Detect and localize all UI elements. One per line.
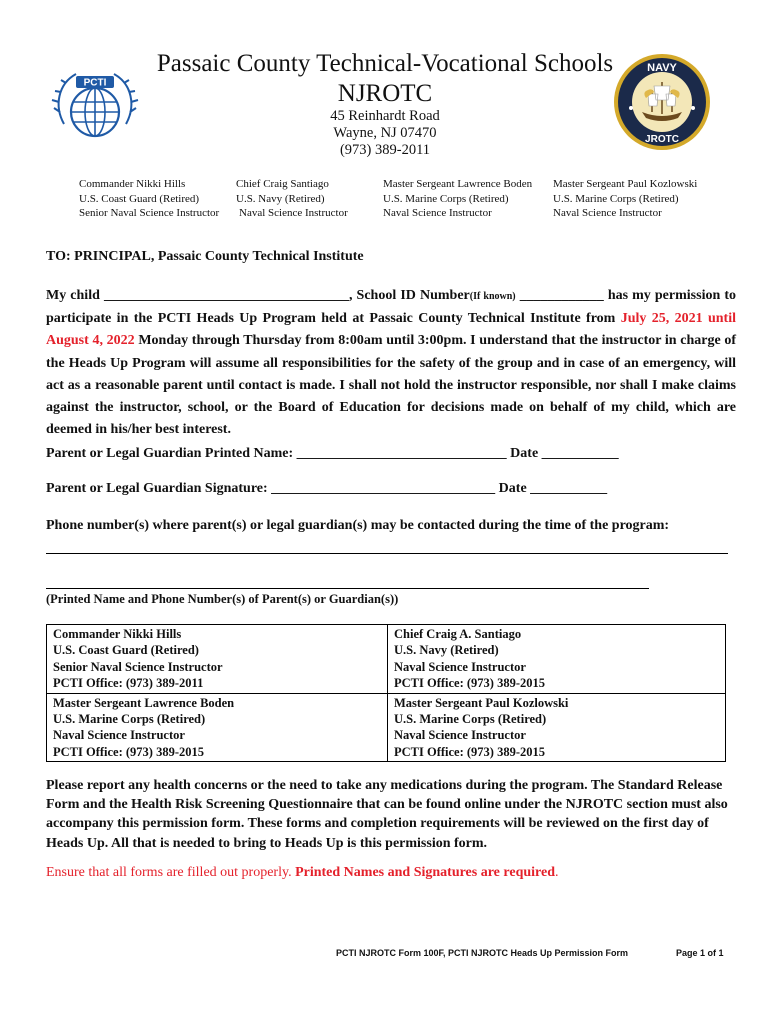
phone-entry-line[interactable] (46, 553, 728, 554)
contact-branch: U.S. Navy (Retired) (394, 643, 499, 658)
contact-role: Naval Science Instructor (394, 659, 526, 674)
table-row (47, 625, 726, 694)
contact-cell (47, 625, 388, 694)
staff-branch: U.S. Coast Guard (Retired) (79, 192, 200, 205)
contact-phone: PCTI Office: (973) 389-2011 (53, 676, 204, 691)
health-note: Please report any health concerns or the need to take any medications during the program. The Standard Release Form and the Health Risk Screening Questionnaire that can be found online under the NJROTC section must also accompany this permission form. These forms and completion requirements will be reviewed on the first day of Heads Up. All that is needed to bring to Heads Up is this permission form. (46, 778, 728, 851)
page-title: Passaic County Technical-Vocational Schools (156, 50, 614, 77)
contact-branch: U.S. Marine Corps (Retired) (394, 712, 547, 727)
seal-top-text: NAVY (647, 62, 677, 74)
pcti-logo-text: PCTI (83, 77, 107, 89)
table-row (47, 693, 726, 762)
staff-role: Naval Science Instructor (553, 207, 662, 219)
staff-branch: U.S. Navy (Retired) (236, 192, 325, 205)
staff-name: Chief Craig Santiago (236, 178, 329, 190)
if-known-note: (If known) (469, 291, 516, 302)
ensure-note (46, 865, 559, 881)
staff-branch: U.S. Marine Corps (Retired) (383, 192, 509, 205)
contact-branch: U.S. Marine Corps (Retired) (53, 712, 206, 727)
contact-cell (47, 693, 388, 762)
child-name-field[interactable]: My child ___________________________________, School ID Number (46, 288, 470, 303)
program-dates: July 25, 2021 until August 4, 2022 (46, 311, 736, 349)
permission-text: ____________ has my permission to participate in the PCTI Heads Up Program held at Passaic County Technical Institute from (46, 288, 736, 327)
contact-role: Naval Science Instructor (53, 728, 185, 743)
contact-name: Commander Nikki Hills (53, 627, 182, 641)
footer-page-number: Page 1 of 1 (676, 948, 724, 958)
staff-block (383, 177, 532, 221)
contact-role: Naval Science Instructor (394, 728, 526, 743)
contact-table (46, 624, 726, 762)
staff-block (236, 177, 348, 221)
contact-role: Senior Naval Science Instructor (53, 659, 223, 674)
contact-cell (388, 693, 726, 762)
contact-phone: PCTI Office: (973) 389-2015 (394, 744, 546, 759)
permission-paragraph (46, 285, 736, 441)
staff-role: Naval Science Instructor (383, 207, 492, 219)
contact-name: Chief Craig A. Santiago (394, 627, 522, 641)
phone-prompt: Phone number(s) where parent(s) or legal guardian(s) may be contacted during the time of the program: (46, 518, 670, 533)
permission-terms: Monday through Thursday from 8:00am until 3:00pm. I understand that the instructor in charge of the Heads Up Program will assume all responsibilities for the safety of the group and in case of an emergency, will act as a reasonable parent until contact is made. I shall not hold the instructor responsible, nor shall I make claims against the instructor, school, or the Board of Education for decisions made on behalf of my child, which are deemed in his/her best interest. (46, 333, 737, 438)
printed-name-entry-line[interactable] (46, 588, 649, 589)
staff-name: Master Sergeant Paul Kozlowski (553, 178, 698, 190)
recipient-line: TO: PRINCIPAL, Passaic County Technical Institute (46, 249, 364, 264)
ensure-end: . (555, 865, 559, 880)
ensure-text: Ensure that all forms are filled out properly. (46, 865, 296, 880)
staff-role: Naval Science Instructor (239, 207, 348, 219)
school-phone: (973) 389-2011 (339, 142, 431, 158)
street-address: 45 Reinhardt Road (330, 108, 440, 124)
city-address: Wayne, NJ 07470 (333, 125, 437, 141)
contact-name: Master Sergeant Lawrence Boden (53, 695, 235, 710)
staff-branch: U.S. Marine Corps (Retired) (553, 192, 679, 205)
contact-phone: PCTI Office: (973) 389-2015 (53, 744, 205, 759)
staff-name: Master Sergeant Lawrence Boden (383, 178, 533, 190)
contact-phone: PCTI Office: (973) 389-2015 (394, 676, 546, 691)
page-subtitle: NJROTC (337, 80, 433, 107)
contact-branch: U.S. Coast Guard (Retired) (53, 643, 199, 658)
contact-name: Master Sergeant Paul Kozlowski (394, 695, 569, 710)
printed-name-caption: (Printed Name and Phone Number(s) of Parent(s) or Guardian(s)) (46, 592, 399, 606)
staff-name: Commander Nikki Hills (79, 178, 186, 190)
footer-form-id: PCTI NJROTC Form 100F, PCTI NJROTC Heads Up Permission Form (336, 948, 629, 958)
guardian-signature-field[interactable]: Parent or Legal Guardian Signature: ________________________________ Date ___________ (46, 481, 608, 496)
seal-bottom-text: JROTC (645, 134, 679, 145)
guardian-name-field[interactable]: Parent or Legal Guardian Printed Name: ______________________________ Date ___________ (46, 446, 619, 461)
staff-role: Senior Naval Science Instructor (79, 207, 220, 219)
contact-cell (388, 625, 726, 694)
ensure-required: Printed Names and Signatures are required (295, 865, 555, 880)
staff-block (553, 177, 697, 221)
staff-block (79, 177, 219, 221)
